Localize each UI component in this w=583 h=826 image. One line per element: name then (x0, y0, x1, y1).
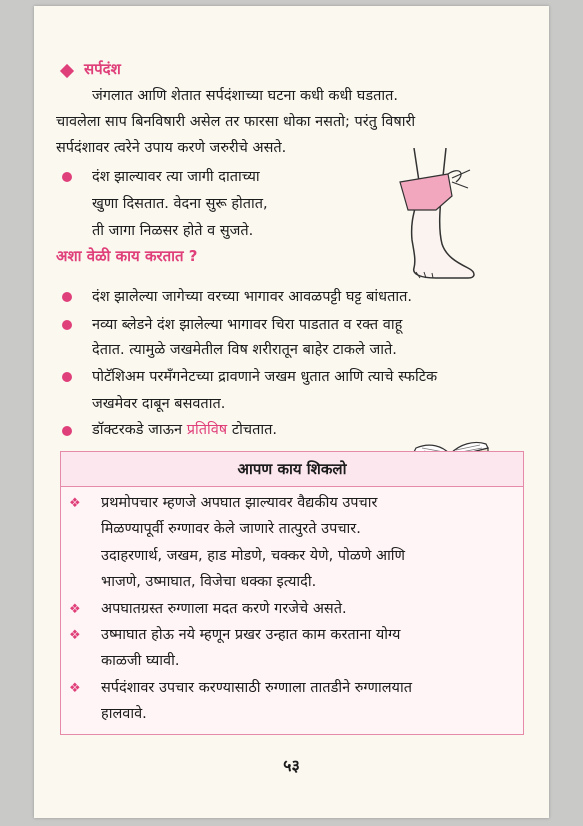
bullet-line: खुणा दिसतात. वेदना सुरू होतात, (92, 196, 268, 212)
learned-item-line: प्रथमोपचार म्हणजे अपघात झाल्यावर वैद्यकीय उपचार (101, 495, 378, 511)
learned-item-line: अपघातग्रस्त रुग्णाला मदत करणे गरजेचे असते. (101, 601, 347, 617)
round-bullet-icon (62, 172, 72, 182)
bullet-line: जखमेवर दाबून बसवतात. (92, 396, 226, 412)
bullet-line: पोटॅशिअम परमँगनेटच्या द्रावणाने जखम धुतात आणि त्याचे स्फटिक (92, 369, 438, 385)
paragraph-line: चावलेला साप बिनविषारी असेल तर फारसा धोका नसतो; परंतु विषारी (56, 114, 416, 130)
bullet-line: दंश झालेल्या जागेच्या वरच्या भागावर आवळपट्टी घट्ट बांधतात. (92, 289, 412, 305)
text-after: टोचतात. (231, 422, 277, 438)
bullet-line: नव्या ब्लेडने दंश झालेल्या भागावर चिरा पाडतात व रक्त वाहू (92, 317, 403, 333)
paragraph-line: जंगलात आणि शेतात सर्पदंशाच्या घटना कधी कधी घडतात. (92, 88, 399, 104)
textbook-page (34, 6, 549, 818)
round-bullet-icon (62, 372, 72, 382)
learned-item-line: उष्माघात होऊ नये म्हणून प्रखर उन्हात काम करताना योग्य (101, 627, 401, 643)
diamond-bullet-icon (60, 64, 74, 78)
page-number: ५३ (283, 756, 300, 775)
round-bullet-icon (62, 292, 72, 302)
learned-item-line: उदाहरणार्थ, जखम, हाड मोडणे, चक्कर येणे, पोळणे आणि (101, 548, 406, 564)
learned-item-line: हालवावे. (101, 706, 147, 722)
bullet-line: ती जागा निळसर होते व सुजते. (92, 223, 254, 239)
bullet-line: दंश झाल्यावर त्या जागी दाताच्या (92, 169, 260, 185)
learned-item-line: सर्पदंशावर उपचार करण्यासाठी रुग्णाला तातडीने रुग्णालयात (101, 680, 412, 696)
section-heading-what-to-do: अशा वेळी काय करतात ? (56, 247, 198, 265)
learned-item-line: भाजणे, उष्माघात, विजेचा धक्का इत्यादी. (101, 574, 317, 590)
star-bullet-icon: ❖ (69, 602, 81, 617)
box-title: आपण काय शिकलो (237, 460, 347, 478)
star-bullet-icon: ❖ (69, 496, 81, 511)
bandaged-leg-illustration (376, 148, 486, 284)
highlighted-term: प्रतिविष (186, 422, 228, 438)
what-we-learned-box (60, 451, 524, 735)
round-bullet-icon (62, 320, 72, 330)
section-heading-snakebite: सर्पदंश (84, 60, 121, 78)
learned-item-line: काळजी घ्यावी. (101, 653, 180, 669)
round-bullet-icon (62, 426, 72, 436)
paragraph-line: सर्पदंशावर त्वरेने उपाय करणे जरुरीचे असते. (56, 140, 287, 156)
text-before: डॉक्टरकडे जाऊन (92, 422, 183, 438)
bullet-line: देतात. त्यामुळे जखमेतील विष शरीरातून बाहेर टाकले जाते. (92, 342, 397, 358)
bullet-line-antivenom (92, 420, 277, 440)
learned-item-line: मिळण्यापूर्वी रुग्णावर केले जाणारे तात्पुरते उपचार. (101, 521, 361, 537)
star-bullet-icon: ❖ (69, 628, 81, 643)
star-bullet-icon: ❖ (69, 681, 81, 696)
